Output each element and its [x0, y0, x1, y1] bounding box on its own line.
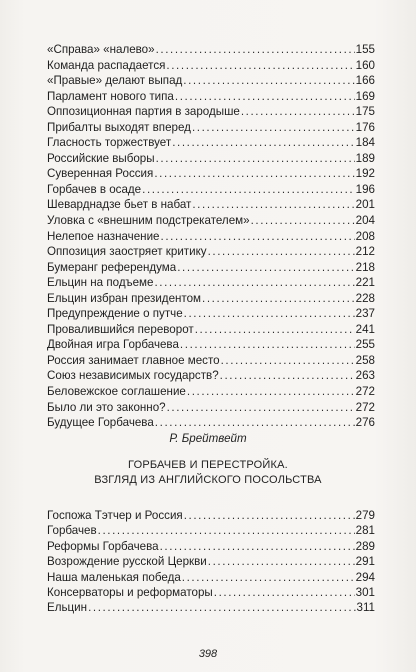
dot-leader: [184, 306, 355, 322]
toc-entry: [47, 539, 375, 554]
dot-leader: [202, 291, 355, 307]
toc-entry-page-number: 160: [355, 58, 375, 72]
toc-entry-page-number: 221: [355, 276, 375, 290]
toc-entry: [47, 275, 375, 291]
toc-entry: [47, 600, 375, 615]
toc-entry-title: Уловка с «внешним подстрекателем»: [47, 214, 250, 228]
dot-leader: [220, 368, 355, 384]
toc-entry: [47, 182, 375, 198]
toc-entry: [47, 523, 375, 538]
table-of-contents-part-2: [47, 508, 375, 616]
page-number: 398: [198, 648, 218, 660]
dot-leader: [166, 58, 354, 74]
toc-entry-title: «Справа» «налево»: [47, 43, 155, 56]
toc-entry-page-number: 204: [355, 214, 375, 228]
toc-entry-title: Было ли это законно?: [47, 400, 166, 414]
toc-entry-title: Предупреждение о путче: [47, 307, 183, 321]
toc-entry: [47, 585, 375, 600]
dot-leader: [182, 570, 355, 585]
dot-leader: [208, 244, 355, 260]
toc-entry-title: Возрождение русской Церкви: [47, 555, 207, 569]
dot-leader: [192, 197, 354, 213]
toc-entry-page-number: 196: [355, 182, 375, 196]
toc-entry: [47, 337, 375, 353]
toc-entry-page-number: 169: [355, 89, 375, 103]
dot-leader: [172, 135, 354, 151]
toc-entry: [47, 42, 375, 58]
toc-entry: [47, 291, 375, 307]
toc-entry-page-number: 255: [355, 338, 375, 352]
toc-entry-page-number: 184: [355, 136, 375, 150]
toc-entry-page-number: 241: [355, 322, 375, 336]
toc-entry: [47, 166, 375, 182]
toc-entry-title: «Правые» делают выпад: [47, 74, 183, 88]
toc-entry: [47, 260, 375, 276]
dot-leader: [180, 337, 355, 353]
toc-entry-page-number: 208: [355, 229, 375, 243]
toc-entry-title: Прибалты выходят вперед: [47, 120, 191, 134]
toc-entry: [47, 213, 375, 229]
dot-leader: [154, 166, 354, 182]
section-heading-line-1: ГОРБАЧЕВ И ПЕРЕСТРОЙКА.: [128, 459, 288, 471]
dot-leader: [208, 554, 355, 569]
toc-entry-title: Нелепое назначение: [47, 229, 160, 243]
toc-entry-page-number: 228: [355, 291, 375, 305]
dot-leader: [187, 384, 355, 400]
dot-leader: [175, 89, 355, 105]
toc-entry-title: Консерваторы и реформаторы: [47, 585, 213, 599]
dot-leader: [195, 322, 355, 338]
toc-entry-title: Двойная игра Горбачева: [47, 338, 179, 352]
toc-entry-page-number: 212: [355, 245, 375, 259]
toc-entry: [47, 135, 375, 151]
toc-entry: [47, 104, 375, 120]
toc-entry: [47, 554, 375, 569]
toc-entry-page-number: 218: [355, 260, 375, 274]
toc-entry-page-number: 301: [355, 585, 375, 599]
toc-entry-title: Ельцин избран президентом: [47, 291, 202, 305]
dot-leader: [192, 120, 355, 136]
toc-entry-page-number: 201: [355, 198, 375, 212]
toc-entry-page-number: 281: [355, 524, 375, 538]
toc-entry-title: Беловежское соглашение: [47, 385, 186, 399]
toc-entry: [47, 89, 375, 105]
toc-entry: [47, 229, 375, 245]
toc-entry-title: Горбачев в осаде: [47, 182, 142, 196]
toc-entry: [47, 570, 375, 585]
toc-entry-page-number: 189: [355, 151, 375, 165]
dot-leader: [241, 104, 355, 120]
toc-entry: [47, 120, 375, 136]
dot-leader: [214, 585, 355, 600]
toc-entry-title: Российские выборы: [47, 151, 155, 165]
toc-entry-page-number: 155: [355, 43, 375, 56]
toc-entry-title: Шеварднадзе бьет в набат: [47, 198, 192, 212]
toc-entry-page-number: 289: [355, 539, 375, 553]
toc-entry: [47, 306, 375, 322]
toc-entry-title: Парламент нового типа: [47, 89, 174, 103]
dot-leader: [98, 523, 355, 538]
toc-entry: [47, 368, 375, 384]
section-author: Р. Брейтвейт: [169, 432, 247, 445]
dot-leader: [155, 415, 355, 431]
toc-entry: [47, 400, 375, 416]
toc-entry: [47, 73, 375, 89]
toc-entry-page-number: 192: [355, 167, 375, 181]
toc-entry-title: Бумеранг референдума: [47, 260, 177, 274]
toc-entry: [47, 353, 375, 369]
toc-entry: [47, 508, 375, 523]
dot-leader: [156, 151, 355, 167]
toc-entry-title: Оппозиция заостряет критику: [47, 245, 207, 259]
toc-entry-title: Ельцин на подъеме: [47, 276, 154, 290]
section-heading: [0, 458, 416, 487]
dot-leader: [251, 213, 355, 229]
toc-entry-page-number: 176: [355, 120, 375, 134]
toc-entry: [47, 58, 375, 74]
toc-entry-title: Реформы Горбачева: [47, 539, 159, 553]
toc-entry-page-number: 237: [355, 307, 375, 321]
toc-entry-title: Госпожа Тэтчер и Россия: [47, 509, 183, 522]
toc-entry-title: Будущее Горбачева: [47, 416, 154, 430]
toc-entry-title: Оппозиционная партия в зародыше: [47, 105, 240, 119]
toc-entry-title: Горбачев: [47, 524, 97, 538]
toc-entry-page-number: 311: [356, 601, 375, 615]
toc-entry-title: Гласность торжествует: [47, 136, 172, 150]
toc-entry-page-number: 258: [355, 353, 375, 367]
toc-entry-title: Команда распадается: [47, 58, 166, 72]
toc-entry-page-number: 175: [355, 105, 375, 119]
toc-entry-page-number: 272: [355, 400, 375, 414]
toc-entry-page-number: 272: [355, 385, 375, 399]
dot-leader: [88, 600, 355, 615]
dot-leader: [156, 42, 355, 58]
dot-leader: [160, 539, 355, 554]
toc-entry-title: Наша маленькая победа: [47, 570, 181, 584]
toc-entry: [47, 244, 375, 260]
toc-entry-page-number: 166: [355, 74, 375, 88]
toc-entry: [47, 151, 375, 167]
toc-entry-title: Суверенная Россия: [47, 167, 154, 181]
toc-entry: [47, 415, 375, 431]
toc-entry: [47, 384, 375, 400]
dot-leader: [183, 73, 354, 89]
toc-entry-page-number: 276: [355, 416, 375, 430]
toc-entry-title: Россия занимает главное место: [47, 353, 220, 367]
toc-entry: [47, 322, 375, 338]
toc-entry-title: Ельцин: [47, 601, 88, 615]
dot-leader: [184, 508, 355, 523]
table-of-contents-part-1: [47, 42, 375, 431]
toc-entry-page-number: 279: [355, 509, 375, 522]
dot-leader: [161, 229, 355, 245]
toc-entry-page-number: 263: [355, 369, 375, 383]
toc-entry-page-number: 294: [355, 570, 375, 584]
toc-entry-title: Союз независимых государств?: [47, 369, 219, 383]
toc-entry: [47, 197, 375, 213]
dot-leader: [142, 182, 355, 198]
section-heading-line-2: ВЗГЛЯД ИЗ АНГЛИЙСКОГО ПОСОЛЬСТВА: [94, 473, 322, 486]
dot-leader: [154, 275, 354, 291]
dot-leader: [177, 260, 354, 276]
dot-leader: [221, 353, 355, 369]
toc-entry-page-number: 291: [355, 555, 375, 569]
dot-leader: [167, 400, 355, 416]
toc-entry-title: Провалившийся переворот: [47, 322, 194, 336]
